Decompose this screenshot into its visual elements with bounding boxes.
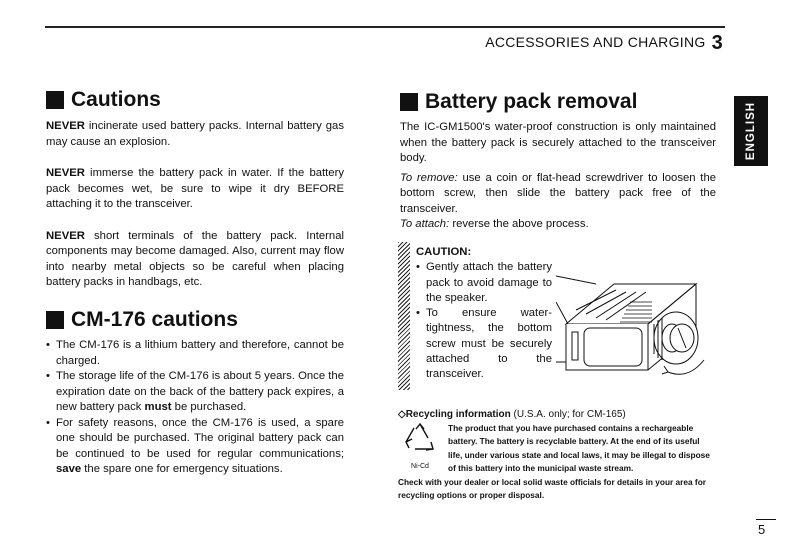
caution-item: • To ensure water-tightness, the bottom screw must be securely attached to the transceiver. [416,306,552,382]
list-item: • The storage life of the CM-176 is about 5 years. Once the expiration date on the back of the battery pack expires, a new battery pack must be purchased. [46,369,344,416]
page-number-rule [756,519,776,520]
cm176-heading [46,308,238,332]
recycling-arrows-icon [403,422,437,456]
page-header [485,32,723,55]
caution-text: short terminals of the battery pack. Internal components may become damaged. Also, current may flow into nearby metal objects so be careful when placing battery packs in handbags, etc. [46,229,344,288]
recycling-section [398,408,716,503]
cm176-body [46,338,344,478]
caution-paragraph [46,119,344,150]
heading-square-icon [400,93,418,111]
removal-body [400,120,716,233]
caution-box [416,245,552,383]
caution-text: incinerate used battery packs. Internal battery gas may cause an explosion. [46,120,344,148]
removal-intro: The IC-GM1500's water-proof construction is only maintained when the battery pack is securely attached to the transceiver body. [400,121,716,164]
never-label: NEVER [46,167,85,179]
recycling-text: The product that you have purchased contains a rechargeable battery. The battery is recyclable battery. At the end of its useful life, under various state and local laws, it may be illegal to dispose of this battery into the municipal waste stream. [448,422,710,473]
recycling-body [398,422,716,503]
heading-square-icon [46,311,64,329]
nicd-label: Ni-Cd [411,463,429,470]
header-title: ACCESSORIES AND CHARGING [485,34,706,50]
recycling-title: ◇Recycling information (U.S.A. only; for CM-165) [398,409,626,420]
recycling-qualifier: (U.S.A. only; for CM-165) [513,409,626,420]
diamond-icon: ◇ [398,409,406,420]
never-label: NEVER [46,120,85,132]
remove-instruction: To remove: use a coin or flat-head screwdriver to loosen the bottom screw, then slide the battery pack free of the transceiver. [400,171,717,215]
language-tab [734,96,768,166]
recycle-icon [398,422,442,474]
cautions-body [46,119,344,291]
recycling-text-continued: Check with your dealer or local solid waste officials for details in your area for recycling options or proper disposal. [398,476,706,500]
list-item: • For safety reasons, once the CM-176 is used, a spare one should be purchased. The original battery pack can be continued to be used for regular communications; save the spare one for emergency situations. [46,416,344,478]
attach-instruction: To attach: reverse the above process. [400,218,589,230]
removal-heading [400,90,637,114]
never-label: NEVER [46,229,85,242]
cm176-heading-text: CM-176 cautions [71,308,238,331]
header-rule [45,26,725,28]
caution-paragraph [46,229,344,291]
battery-removal-illustration [556,262,716,390]
cautions-heading [46,88,161,112]
caution-text: immerse the battery pack in water. If the battery pack becomes wet, be sure to wipe it dry BEFORE attaching it to the transceiver. [46,167,344,210]
caution-hatch-bar [398,242,410,390]
caution-title: CAUTION: [416,246,472,258]
cautions-heading-text: Cautions [71,88,161,111]
caution-paragraph [46,166,344,213]
caution-item: • Gently attach the battery pack to avoid damage to the speaker. [416,260,552,306]
language-tab-label: ENGLISH [745,101,757,161]
chapter-number: 3 [711,32,723,54]
heading-square-icon [46,91,64,109]
page-number: 5 [758,522,766,537]
removal-heading-text: Battery pack removal [425,90,638,113]
list-item: • The CM-176 is a lithium battery and therefore, cannot be charged. [46,338,344,369]
